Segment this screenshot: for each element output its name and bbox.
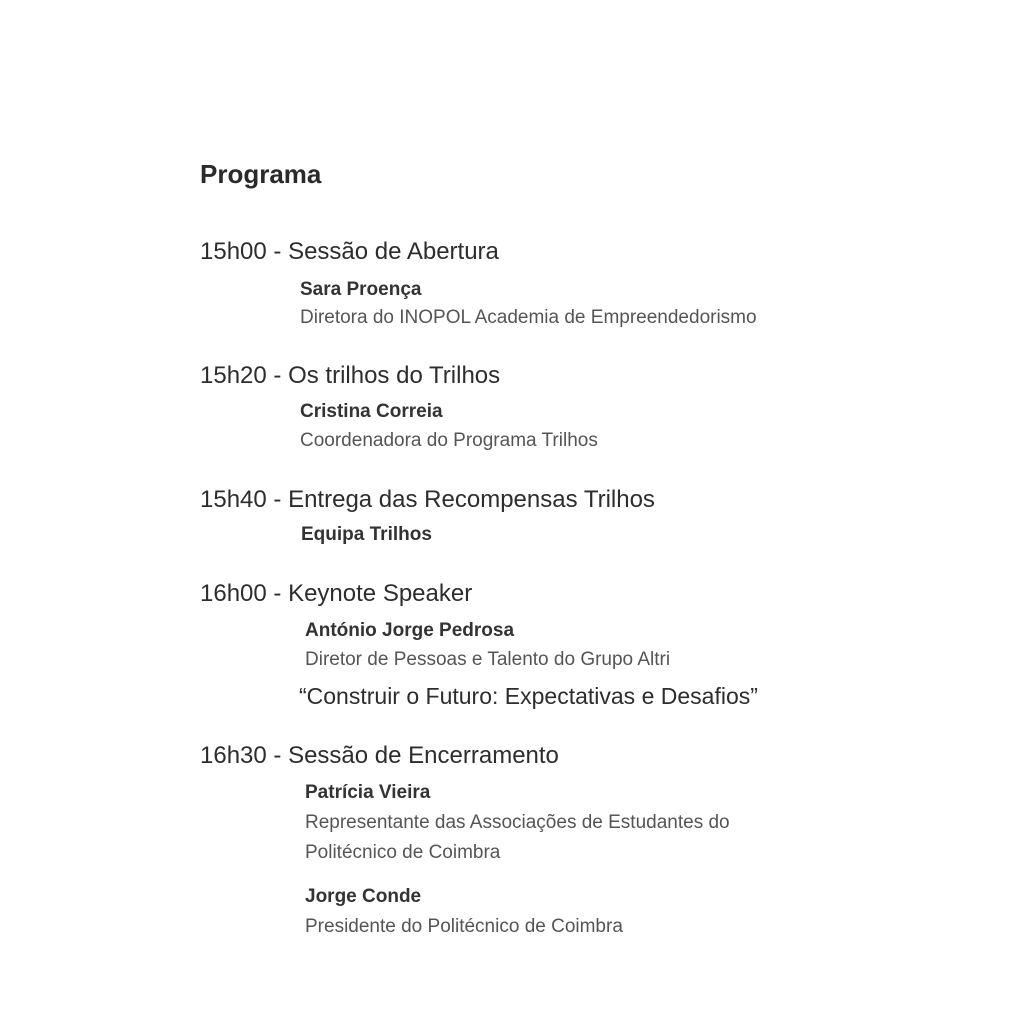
speaker-name: Sara Proença bbox=[300, 279, 422, 300]
speaker-role: Diretora do INOPOL Academia de Empreendedorismo bbox=[300, 307, 757, 328]
speaker-role: Diretor de Pessoas e Talento do Grupo Altri bbox=[305, 649, 671, 670]
session-title bbox=[200, 741, 559, 771]
speaker-role: Politécnico de Coimbra bbox=[305, 842, 501, 863]
speaker-name: Equipa Trilhos bbox=[301, 524, 432, 545]
page-title: Programa bbox=[200, 159, 322, 189]
session-separator: - bbox=[266, 486, 289, 513]
session-separator: - bbox=[266, 580, 289, 607]
speaker-name: Jorge Conde bbox=[305, 886, 422, 907]
speaker-role: Coordenadora do Programa Trilhos bbox=[300, 430, 598, 451]
session-name: Sessão de Encerramento bbox=[288, 742, 559, 769]
session-separator: - bbox=[266, 238, 289, 265]
session-name: Entrega das Recompensas Trilhos bbox=[288, 486, 655, 513]
talk-title: “Construir o Futuro: Expectativas e Desafios” bbox=[299, 683, 758, 709]
session-time: 16h30 bbox=[200, 742, 267, 769]
session-time: 15h40 bbox=[200, 486, 267, 513]
session-time: 16h00 bbox=[200, 580, 267, 607]
speaker-name: Cristina Correia bbox=[300, 401, 443, 422]
session-name: Keynote Speaker bbox=[288, 580, 473, 607]
speaker-name: António Jorge Pedrosa bbox=[305, 620, 515, 641]
speaker-role: Representante das Associações de Estudantes do bbox=[305, 812, 730, 833]
speaker-role: Presidente do Politécnico de Coimbra bbox=[305, 916, 623, 937]
session-separator: - bbox=[266, 742, 289, 769]
session-title bbox=[200, 579, 472, 609]
session-title bbox=[200, 237, 499, 267]
speaker-name: Patrícia Vieira bbox=[305, 782, 431, 803]
session-title bbox=[200, 485, 655, 515]
session-separator: - bbox=[266, 362, 289, 389]
session-time: 15h20 bbox=[200, 362, 267, 389]
session-title bbox=[200, 361, 500, 391]
session-name: Sessão de Abertura bbox=[288, 238, 499, 265]
session-name: Os trilhos do Trilhos bbox=[288, 362, 501, 389]
session-time: 15h00 bbox=[200, 238, 267, 265]
